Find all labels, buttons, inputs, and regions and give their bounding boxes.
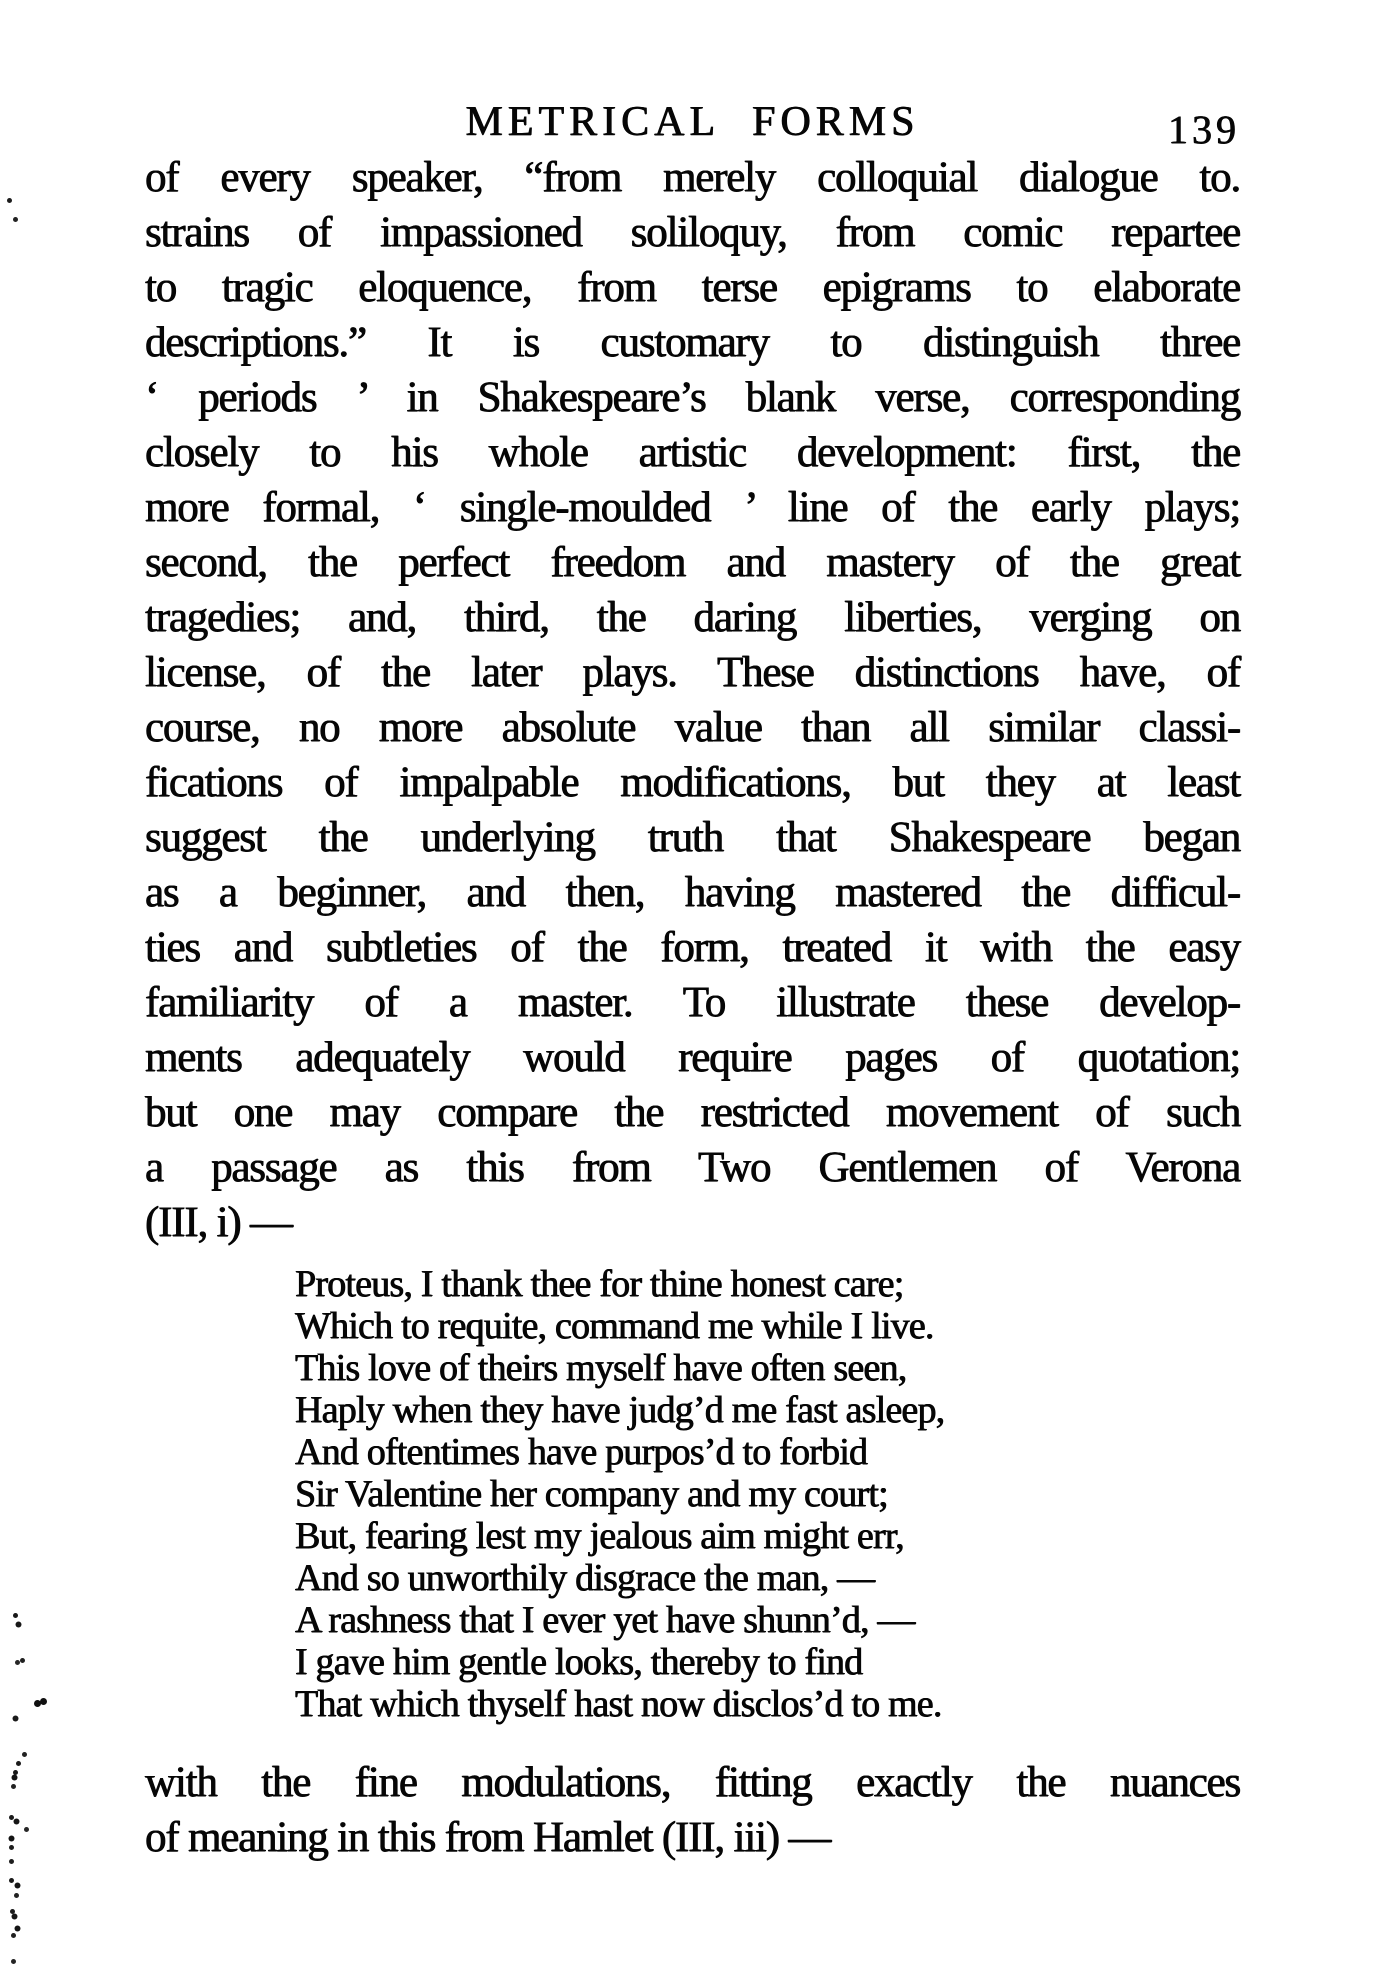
body-text-line: familiarity of a master. To illustrate these develop- (145, 979, 1240, 1026)
scan-noise-speckles (0, 0, 3, 3)
verse-line: And so unworthily disgrace the man, — (295, 1557, 875, 1599)
page-number: 139 (1168, 107, 1240, 152)
body-text-line: of every speaker, “from merely colloquial dialogue to. (145, 154, 1240, 201)
verse-quotation-two-gentlemen (295, 1263, 1155, 1725)
body-text-line: tragedies; and, third, the daring liberties, verging on (145, 594, 1240, 641)
verse-line: That which thyself hast now disclos’d to me. (295, 1683, 942, 1725)
body-text-line: ments adequately would require pages of quotation; (145, 1034, 1240, 1081)
body-text-line: descriptions.” It is customary to distinguish three (145, 319, 1240, 366)
body-text-line: but one may compare the restricted movement of such (145, 1089, 1240, 1136)
verse-line: A rashness that I ever yet have shunn’d, — (295, 1599, 915, 1641)
verse-line: And oftentimes have purpos’d to forbid (295, 1431, 868, 1473)
body-text-line: license, of the later plays. These distinctions have, of (145, 649, 1240, 696)
body-text-line: of meaning in this from Hamlet (III, iii) — (145, 1814, 831, 1861)
body-text-line: a passage as this from Two Gentlemen of Verona (145, 1144, 1240, 1191)
running-head-title: METRICAL FORMS (465, 99, 920, 145)
verse-line: Proteus, I thank thee for thine honest care; (295, 1263, 904, 1305)
body-paragraph-1 (145, 150, 1240, 1250)
body-text-line: course, no more absolute value than all similar classi- (145, 704, 1240, 751)
body-text-line: with the fine modulations, fitting exactly the nuances (145, 1759, 1240, 1806)
verse-line: Which to requite, command me while I live. (295, 1305, 934, 1347)
body-text-line: (III, i) — (145, 1199, 292, 1246)
verse-line: Sir Valentine her company and my court; (295, 1473, 888, 1515)
verse-line: But, fearing lest my jealous aim might err, (295, 1515, 904, 1557)
verse-line: Haply when they have judg’d me fast asleep, (295, 1389, 945, 1431)
body-text-line: closely to his whole artistic development: first, the (145, 429, 1240, 476)
body-text-line: fications of impalpable modifications, but they at least (145, 759, 1240, 806)
body-text-line: suggest the underlying truth that Shakespeare began (145, 814, 1240, 861)
body-text-line: ‘ periods ’ in Shakespeare’s blank verse, corresponding (145, 374, 1240, 421)
body-text-line: ties and subtleties of the form, treated it with the easy (145, 924, 1240, 971)
verse-line: I gave him gentle looks, thereby to find (295, 1641, 863, 1683)
body-text-line: more formal, ‘ single-moulded ’ line of the early plays; (145, 484, 1240, 531)
verse-line: This love of theirs myself have often seen, (295, 1347, 907, 1389)
body-text-line: second, the perfect freedom and mastery of the great (145, 539, 1240, 586)
body-text-line: to tragic eloquence, from terse epigrams to elaborate (145, 264, 1240, 311)
body-paragraph-2 (145, 1755, 1240, 1865)
body-text-line: strains of impassioned soliloquy, from comic repartee (145, 209, 1240, 256)
body-text-line: as a beginner, and then, having mastered the difficul- (145, 869, 1240, 916)
